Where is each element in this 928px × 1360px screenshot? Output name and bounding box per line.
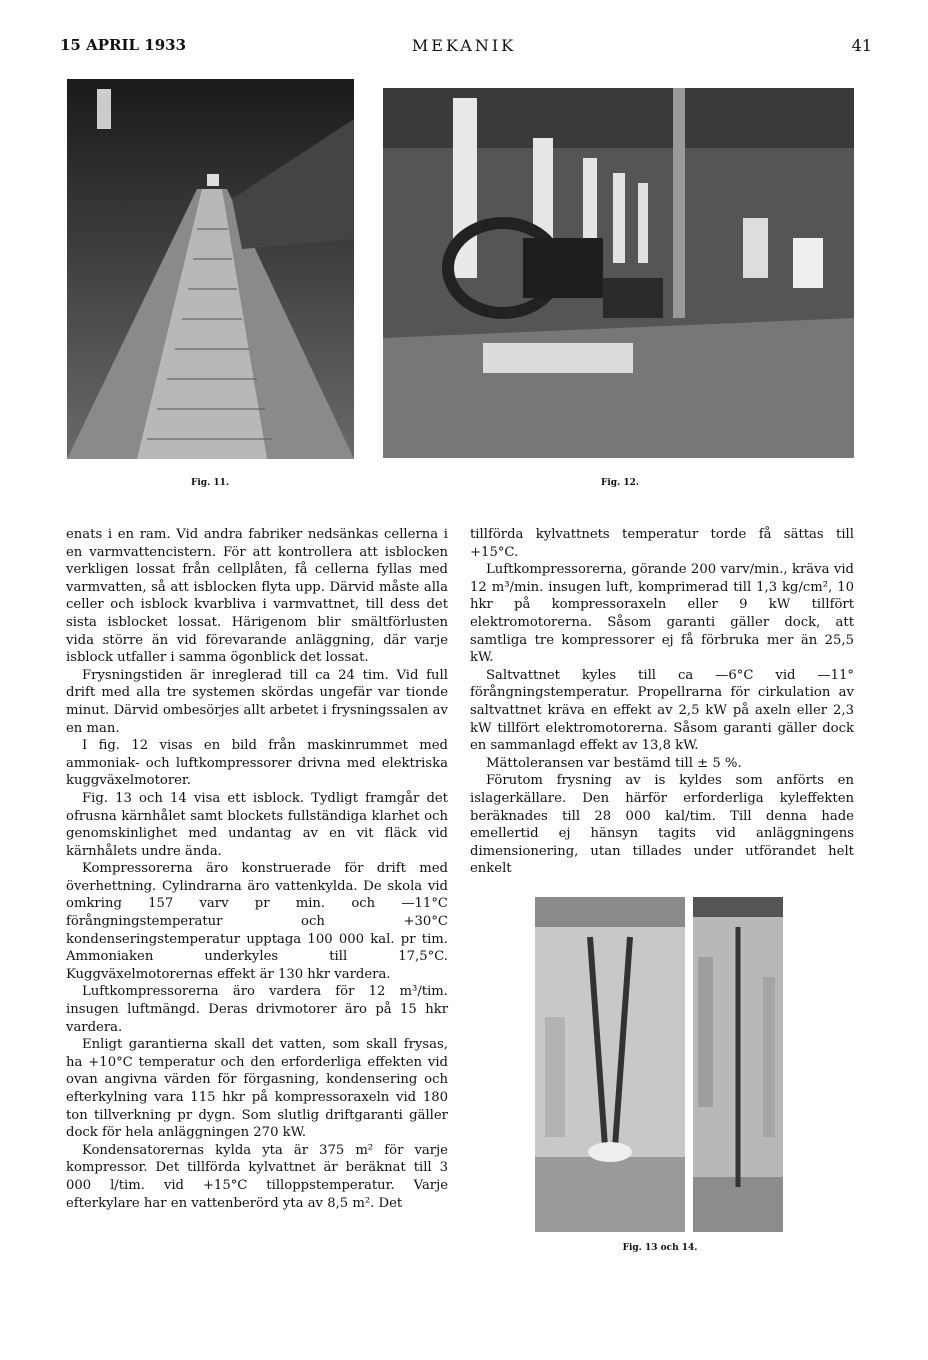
paragraph: Enligt garantierna skall det vatten, som skall frysas, ha +10°C temperatur och den erforderliga effekten vid ovan angivna värden för förgasning, kondensering och efterkylning vara 115 hkr på kompressoraxeln vid 180 ton tillverkning pr dygn. Som slutlig driftgaranti gäller dock för hela anläggningen 270 kW.: [66, 1037, 448, 1141]
paragraph: I fig. 12 visas en bild från maskinrummet med ammoniak- och luftkompressorer drivna med elektriska kuggväxelmotorer.: [66, 738, 448, 789]
paragraph: Kondensatorernas kylda yta är 375 m² för varje kompressor. Det tillförda kylvattnet är beräknat till 3 000 l/tim. vid +15°C tilloppstemperatur. Varje efterkylare har en vattenberörd yta av 8,5 m². Det: [66, 1142, 448, 1211]
figure-12-photo: [383, 88, 854, 458]
right-text-column: [470, 526, 854, 878]
paragraph: Fig. 13 och 14 visa ett isblock. Tydligt framgår det ofrusna kärnhålet samt blockets fullständiga klarhet och genomskinlighet med undantag av en vit fläck vid kärnhålets undre ända.: [66, 790, 448, 859]
paragraph: Luftkompressorerna, görande 200 varv/min., kräva vid 12 m³/min. insugen luft, komprimerad till 1,3 kg/cm², 10 hkr på kompressoraxeln eller 9 kW tillfört elektromotorerna. Såsom garanti gäller dock, att samtliga tre kompressorer ej få förbruka mer än 25,5 kW.: [470, 562, 854, 666]
paragraph: Saltvattnet kyles till ca —6°C vid —11° förångningstemperatur. Propellrarna för cirkulation av saltvattnet kräva en effekt av 2,5 kW på axeln eller 2,3 kW tillfört elektromotorerna. Såsom garanti gäller dock en sammanlagd effekt av 13,8 kW.: [470, 667, 854, 754]
issue-date: 15 APRIL 1933: [60, 36, 187, 54]
paragraph: enats i en ram. Vid andra fabriker nedsänkas cellerna i en varmvattencistern. För att kontrollera att isblocken verkligen lossat från cellplåten, få cellerna fyllas med varmvatten, så att isblocken flyta upp. Därvid måste alla celler och isblock kvarbliva i varmvattnet, till dess det sista isblocket lossat. Härigenom blir smältförlusten vida större än vid förevarande anläggning, där varje isblock utfaller i samma ögonblick det lossat.: [66, 527, 448, 666]
paragraph: Förutom frysning av is kyldes som anförts en islagerkällare. Den härför erforderliga kyleffekten beräknades till 28 000 kal/tim. Till denna hade emellertid ej hänsyn tagits vid anläggningens dimensionering, utan tillades under utförandet helt enkelt: [470, 773, 854, 877]
figure-12-caption: Fig. 12.: [600, 478, 640, 488]
figure-14-ice-block-photo: [693, 897, 783, 1232]
figure-11-caption: Fig. 11.: [190, 478, 230, 488]
left-text-column: [66, 526, 448, 1212]
paragraph: Luftkompressorerna äro vardera för 12 m³/tim. insugen luftmängd. Deras drivmotorer äro på 15 hkr vardera.: [66, 984, 448, 1035]
paragraph: Mättoleransen var bestämd till ± 5 %.: [486, 755, 742, 771]
figure-13-ice-block-photo: [535, 897, 685, 1232]
paragraph: Frysningstiden är inreglerad till ca 24 tim. Vid full drift med alla tre systemen skördas ungefär var tionde minut. Därvid ombesörjes allt arbetet i frysningssalen av en man.: [66, 667, 448, 736]
paragraph: Kompressorerna äro konstruerade för drift med överhettning. Cylindrarna äro vattenkylda. De skola vid omkring 157 varv pr min. och —11°C förångningstemperatur och +30°C kondenseringstemperatur upptaga 100 000 kal. pr tim. Ammoniaken underkyles till 17,5°C. Kuggväxelmotorernas effekt är 130 hkr vardera.: [66, 861, 448, 982]
figure-13-14-caption: Fig. 13 och 14.: [622, 1243, 698, 1253]
journal-title: MEKANIK: [411, 36, 517, 55]
paragraph: tillförda kylvattnets temperatur torde få sättas till +15°C.: [470, 527, 854, 560]
figure-11-photo: [67, 79, 354, 459]
page-number: 41: [851, 36, 872, 55]
